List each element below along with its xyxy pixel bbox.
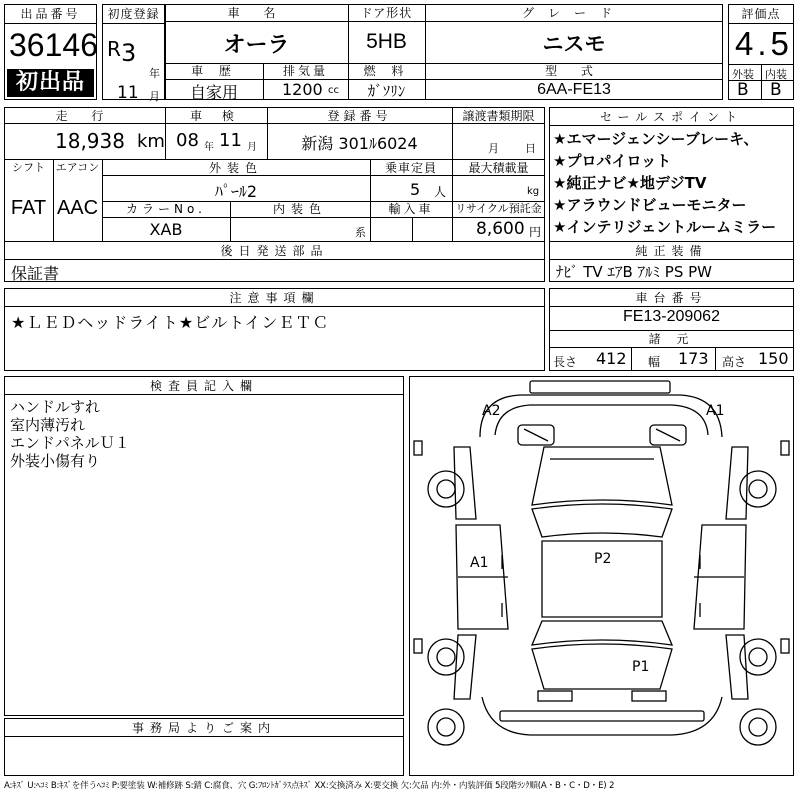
- damage-mark-p1: P1: [632, 659, 650, 675]
- grade-value: ニスモ: [542, 32, 606, 56]
- width-value: 173: [678, 349, 709, 368]
- shift-value: FAT: [10, 197, 47, 219]
- chassis-label: 車台番号: [635, 291, 708, 305]
- notes-label: 注意事項欄: [229, 291, 320, 305]
- color-no-value: XAB: [149, 220, 183, 239]
- damage-mark-p2: P2: [594, 551, 612, 567]
- car-name-value: オーラ: [223, 33, 290, 58]
- capacity-value: 5: [410, 180, 421, 199]
- inspection-year: 08: [176, 130, 199, 151]
- max-load-unit: kg: [527, 186, 540, 197]
- registration-year: 3: [121, 39, 137, 67]
- legend-text: A:ｷｽﾞ U:ﾍｺﾐ B:ｷｽﾞを伴うﾍｺﾐ P:要塗装 W:補修跡 S:錆 C:腐食、穴 G:ﾌﾛﾝﾄｶﾞﾗｽ点ｷｽﾞ XX:交換済み X:要交換 欠:欠品 内:外・内装評価 5段階ﾗﾝｸ順(A・B・C・D・E) 2: [4, 781, 615, 791]
- aircon-value: AAC: [56, 197, 99, 219]
- sales-points-label: セールスポイント: [600, 110, 743, 124]
- recycle-value: 8,600: [476, 219, 525, 239]
- inspector-line-3: エンドパネルＵ１: [10, 434, 130, 452]
- registration-label: 初度登録: [107, 7, 160, 21]
- inspection-month: 11: [219, 130, 242, 151]
- interior-score-value: B: [770, 80, 782, 100]
- interior-color-label: 内装色: [272, 202, 327, 216]
- equipment-box: [549, 241, 794, 282]
- equipment-value: ﾅﾋﾞ TV ｴｱB ｱﾙﾐ PS PW: [556, 263, 712, 281]
- length-label: 長さ: [553, 355, 578, 369]
- recycle-label: リサイクル預託金: [455, 202, 542, 215]
- office-box: [4, 718, 404, 776]
- door-label: ドア形状: [360, 6, 413, 20]
- mileage-value: 18,938: [55, 129, 125, 153]
- import-car-label: 輸入車: [388, 202, 434, 216]
- sales-point-4: ★アラウンドビューモニター: [553, 196, 747, 214]
- chassis-box: [549, 288, 794, 371]
- fuel-label: 燃 料: [363, 64, 410, 78]
- registration-month-unit: 月: [149, 90, 160, 103]
- exterior-color-value: ﾊﾟｰﾙ2: [214, 182, 258, 201]
- registration-era: R: [107, 37, 121, 61]
- capacity-unit: 人: [434, 185, 447, 199]
- plate-label: 登録番号: [327, 109, 392, 123]
- inspector-line-4: 外装小傷有り: [10, 452, 101, 470]
- sales-point-5: ★インテリジェントルームミラー: [553, 218, 777, 236]
- capacity-label: 乗車定員: [384, 161, 437, 175]
- registration-month: 11: [117, 83, 139, 103]
- fuel-value: ｶﾞｿﾘﾝ: [367, 82, 406, 100]
- score-value: 4.5: [735, 25, 793, 62]
- sales-points-box: [549, 107, 794, 242]
- model-code-label: 型 式: [545, 64, 603, 78]
- notes-box: [4, 288, 545, 371]
- lot-label: 出品番号: [20, 7, 81, 21]
- sales-point-3: ★純正ナビ★地デジTV: [553, 174, 707, 192]
- registration-box: [102, 4, 165, 103]
- inspector-label: 検査員記入欄: [149, 379, 258, 393]
- exterior-score-value: B: [737, 80, 749, 100]
- later-parts-box: [4, 241, 545, 282]
- width-label: 幅: [648, 355, 661, 369]
- car-name-label: 車 名: [227, 6, 286, 20]
- shift-label: シフト: [12, 161, 45, 174]
- inspection-year-unit: 年: [204, 142, 214, 153]
- exterior-color-label: 外装色: [208, 161, 263, 175]
- inspector-line-2: 室内薄汚れ: [10, 416, 86, 434]
- displacement-unit: cc: [328, 85, 339, 96]
- damage-mark-a2: A2: [482, 403, 501, 419]
- lot-number: 36146: [9, 27, 98, 63]
- registration-year-unit: 年: [149, 67, 160, 80]
- inspector-line-1: ハンドルすれ: [10, 398, 101, 416]
- office-label: 事務局よりご案内: [131, 721, 276, 735]
- plate-value: 新潟 301ﾙ6024: [301, 134, 418, 153]
- height-label: 高さ: [722, 355, 747, 369]
- displacement-value: 1200: [282, 80, 323, 99]
- inspection-month-unit: 月: [247, 142, 257, 153]
- chassis-value: FE13-209062: [623, 308, 720, 325]
- notes-value: ★ＬＥＤヘッドライト★ビルトインＥＴＣ: [11, 313, 330, 332]
- deadline-day-unit: 日: [525, 142, 536, 155]
- interior-score-label: 内装: [765, 68, 787, 81]
- height-value: 150: [758, 349, 789, 368]
- score-box: [728, 4, 794, 100]
- history-value: 自家用: [189, 83, 238, 102]
- grade-label: グレード: [521, 6, 626, 20]
- deadline-label: 譲渡書類期限: [462, 109, 535, 123]
- mileage-label: 走 行: [55, 109, 114, 123]
- door-value: 5HB: [366, 30, 407, 53]
- car-diagram: [409, 376, 794, 776]
- score-label: 評価点: [741, 7, 781, 21]
- inspector-box: [4, 376, 404, 716]
- aircon-label: エアコン: [55, 161, 100, 174]
- lot-box: [4, 4, 97, 100]
- specs-label: 諸 元: [648, 332, 695, 346]
- interior-color-suffix: 系: [355, 226, 366, 239]
- color-no-label: カラーNo.: [126, 202, 206, 216]
- later-parts-label: 後日発送部品: [220, 244, 329, 258]
- model-code-value: 6AA-FE13: [537, 81, 611, 98]
- exterior-score-label: 外装: [732, 68, 754, 81]
- deadline-month-unit: 月: [488, 142, 499, 155]
- mileage-unit: km: [137, 131, 165, 152]
- sales-point-1: ★エマージェンシーブレーキ、: [553, 130, 759, 148]
- max-load-label: 最大積載量: [468, 161, 529, 175]
- first-listing-badge: 初出品: [7, 69, 94, 97]
- sales-point-2: ★プロパイロット: [553, 152, 672, 170]
- history-label: 車 歴: [191, 64, 237, 78]
- displacement-label: 排気量: [282, 64, 328, 78]
- recycle-unit: 円: [529, 225, 542, 239]
- car-outline-svg: [410, 377, 793, 775]
- damage-mark-a1-front: A1: [706, 403, 725, 419]
- length-value: 412: [596, 349, 627, 368]
- equipment-label: 純正装備: [635, 244, 708, 258]
- inspection-label: 車 検: [190, 109, 242, 123]
- later-parts-value: 保証書: [11, 264, 60, 283]
- damage-mark-a1-side: A1: [470, 555, 489, 571]
